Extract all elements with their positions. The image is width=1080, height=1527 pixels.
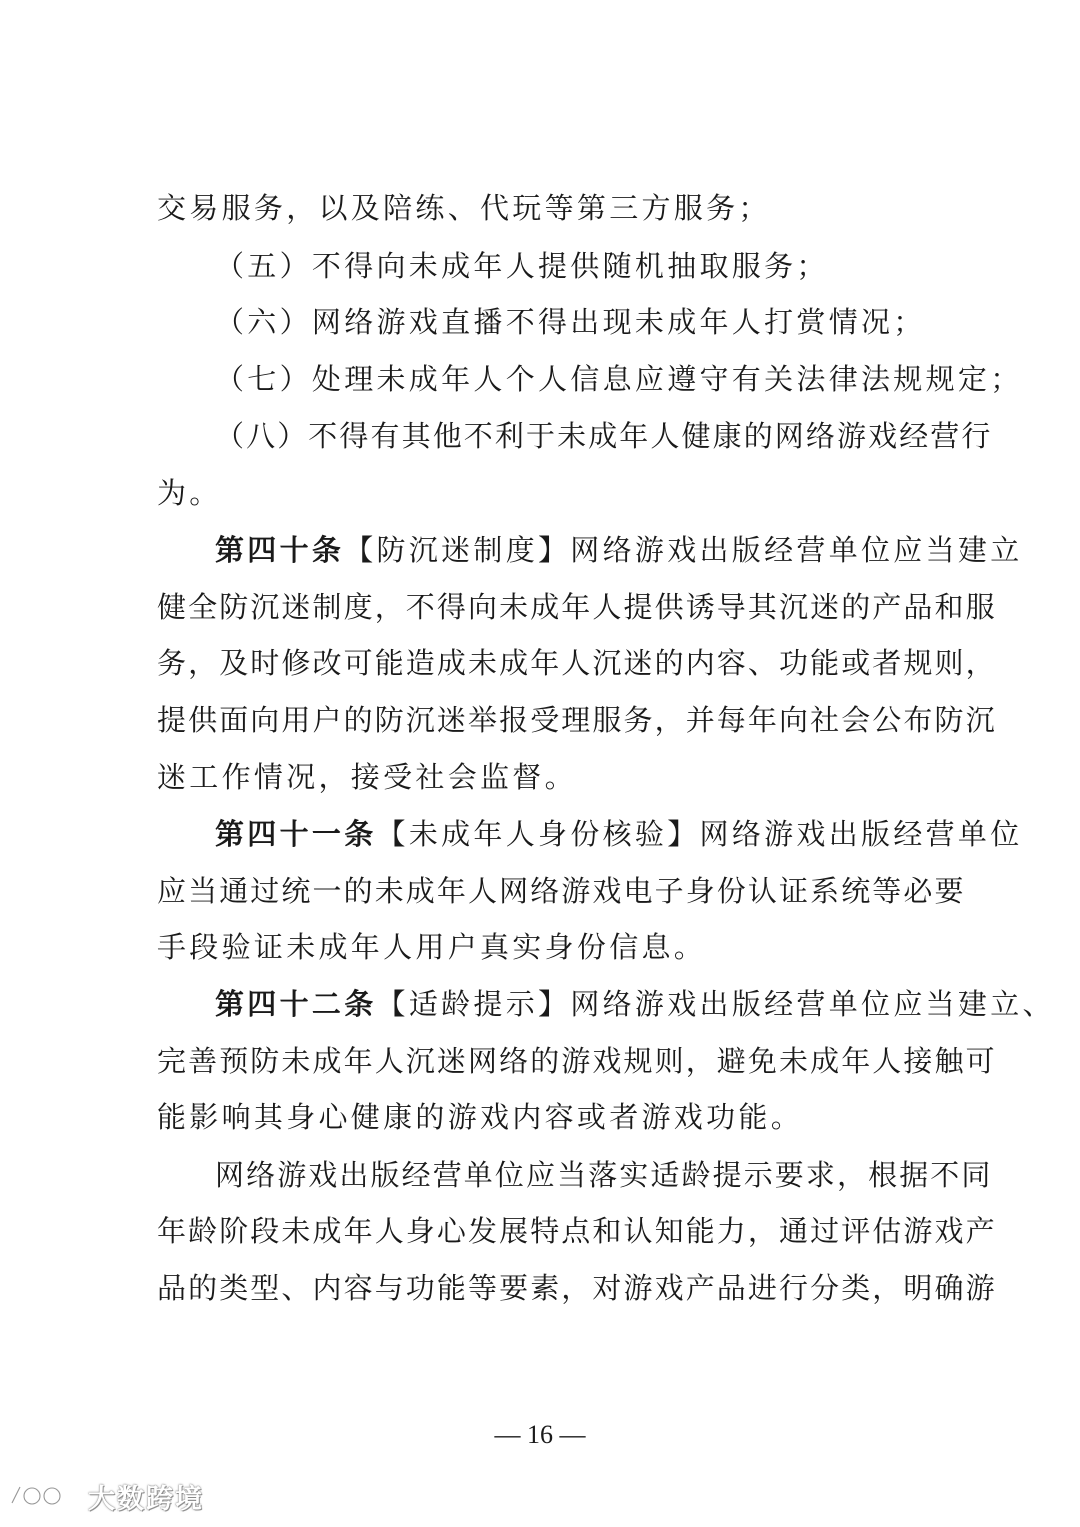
article-40-heading bbox=[215, 528, 1023, 572]
article-text: 【防沉迷制度】网络游戏出版经营单位应当建立 bbox=[344, 533, 1023, 567]
text-line: 健全防沉迷制度，不得向未成年人提供诱导其沉迷的产品和服 bbox=[157, 590, 997, 624]
brand-logo-icon bbox=[8, 1479, 80, 1513]
article-text: 【未成年人身份核验】网络游戏出版经营单位 bbox=[376, 817, 1023, 851]
watermark-text: 大数跨境 bbox=[88, 1483, 204, 1515]
article-42-heading bbox=[215, 982, 1055, 1026]
article-number: 第四十一条 bbox=[215, 817, 377, 851]
watermark bbox=[8, 1474, 204, 1518]
text-line: 网络游戏出版经营单位应当落实适龄提示要求，根据不同 bbox=[215, 1158, 993, 1192]
text-line: 提供面向用户的防沉迷举报受理服务，并每年向社会公布防沉 bbox=[157, 703, 997, 737]
text-line: 务，及时修改可能造成未成年人沉迷的内容、功能或者规则， bbox=[157, 646, 997, 680]
article-41-heading bbox=[215, 812, 1023, 856]
article-text: 【适龄提示】网络游戏出版经营单位应当建立、 bbox=[376, 987, 1055, 1021]
text-line: 应当通过统一的未成年人网络游戏电子身份认证系统等必要 bbox=[157, 874, 966, 908]
text-line: （五）不得向未成年人提供随机抽取服务； bbox=[215, 249, 829, 283]
text-line: （六）网络游戏直播不得出现未成年人打赏情况； bbox=[215, 305, 926, 339]
text-line: （八）不得有其他不利于未成年人健康的网络游戏经营行 bbox=[215, 419, 993, 453]
text-line: 交易服务，以及陪练、代玩等第三方服务； bbox=[157, 191, 771, 225]
text-line: （七）处理未成年人个人信息应遵守有关法律法规规定； bbox=[215, 362, 1023, 396]
text-line: 完善预防未成年人沉迷网络的游戏规则，避免未成年人接触可 bbox=[157, 1044, 997, 1078]
text-line: 年龄阶段未成年人身心发展特点和认知能力，通过评估游戏产 bbox=[157, 1214, 997, 1248]
text-line: 手段验证未成年人用户真实身份信息。 bbox=[157, 930, 707, 964]
text-line: 为。 bbox=[157, 476, 222, 510]
text-line: 迷工作情况，接受社会监督。 bbox=[157, 760, 577, 794]
text-line: 品的类型、内容与功能等要素，对游戏产品进行分类，明确游 bbox=[157, 1271, 997, 1305]
article-number: 第四十二条 bbox=[215, 987, 377, 1021]
article-number: 第四十条 bbox=[215, 533, 345, 567]
text-line: 能影响其身心健康的游戏内容或者游戏功能。 bbox=[157, 1100, 804, 1134]
page-number: — 16 — bbox=[494, 1420, 586, 1449]
